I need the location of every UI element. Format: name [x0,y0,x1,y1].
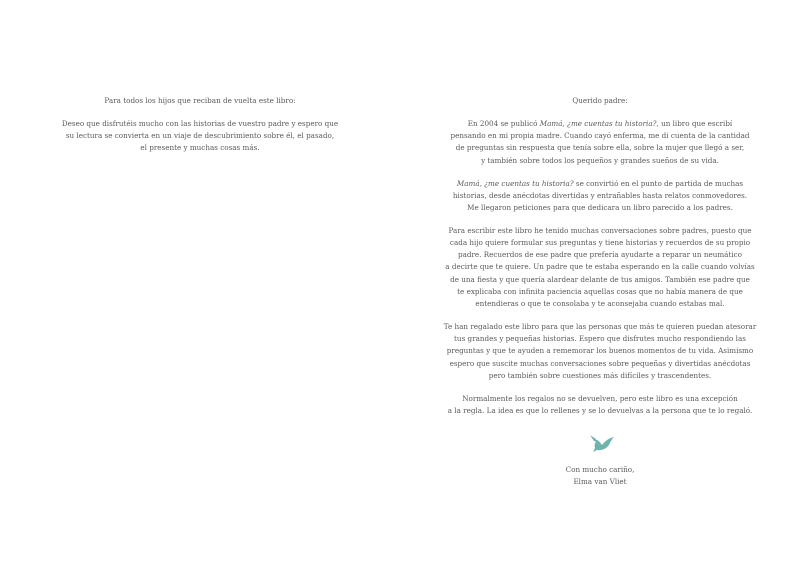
text: se convirtió en el punto de partida de muchas [573,178,744,188]
paragraph-line: espero que suscite muchas conversaciones sobre pequeñas y divertidas anécdotas [449,358,751,368]
paragraph-line: tus grandes y pequeñas historias. Espero que disfrutes mucho respondiendo las [454,334,746,344]
closing: Con mucho cariño, [565,465,635,474]
paragraph-line: de preguntas sin respuesta que tenía sobre ella, sobre la mujer que llegó a ser, [455,143,745,153]
paragraph-line: a la regla. La idea es que lo rellenes y se lo devuelvas a la persona que te lo regaló. [447,405,753,415]
right-page [400,0,800,565]
paragraph-3 [400,225,800,310]
paragraph-line: Normalmente los regalos no se devuelven, pero este libro es una excepción [462,393,738,403]
paragraph-line: preguntas y que te ayuden a rememorar los buenos momentos de tu vida. Asimismo [446,346,754,356]
signature-block [400,464,800,488]
paragraph-line: de una fiesta y que quería alardear delante de tus amigos. También ese padre que [450,274,750,284]
salutation: Querido padre: [572,96,628,105]
signature: Elma van Vliet [573,477,627,487]
bird-icon [588,433,616,453]
paragraph-line [400,178,800,190]
paragraph-5 [400,393,800,417]
paragraph-line [400,118,800,130]
paragraph-line: pero también sobre cuestiones más difíciles y trascendentes. [488,370,712,380]
paragraph-line: a decirte que te quiere. Un padre que te estaba esperando en la calle cuando volvías [445,262,755,272]
paragraph-line: Para escribir este libro he tenido muchas conversaciones sobre padres, puesto que [448,225,752,235]
paragraph-line: pensando en mi propia madre. Cuando cayó enferma, me di cuenta de la cantidad [450,131,750,141]
paragraph-line: y también sobre todos los pequeños y grandes sueños de su vida. [481,155,719,165]
dedication-line: el presente y muchas cosas más. [140,143,260,153]
dedication-line: Deseo que disfrutéis mucho con las historias de vuestro padre y espero que [61,118,339,128]
paragraph-2 [400,178,800,215]
paragraph-line: padre. Recuerdos de ese padre que prefería ayudarte a reparar un neumático [457,250,743,260]
paragraph-line: Te han regalado este libro para que las personas que más te quieren puedan atesorar [443,322,757,331]
text: , un libro que escribí [656,118,733,128]
dedication-heading: Para todos los hijos que reciban de vuelta este libro: [104,96,296,105]
paragraph-line: te explicaba con infinita paciencia aquellas cosas que no había manera de que [457,286,743,296]
paragraph-line: entendieras o que te consolaba y te aconsejaba cuando estabas mal. [475,299,725,309]
dedication-line: su lectura se convierta en un viaje de descubrimiento sobre él, el pasado, [65,131,335,141]
paragraph-line: cada hijo quiere formular sus preguntas y tiene historias y recuerdos de su propio [449,238,751,248]
letter [400,95,800,428]
paragraph-4 [400,321,800,382]
paragraph-line: historias, desde anécdotas divertidas y entrañables hasta relatos conmovedores. [452,190,748,200]
paragraph-line: Me llegaron peticiones para que dedicara un libro parecido a los padres. [467,202,733,212]
text: En 2004 se publicó [467,118,540,128]
dedication [0,95,400,155]
book-title: Mamá, ¿me cuentas tu historia? [539,118,657,128]
book-title: Mamá, ¿me cuentas tu historia? [456,178,574,188]
paragraph-1 [400,118,800,167]
